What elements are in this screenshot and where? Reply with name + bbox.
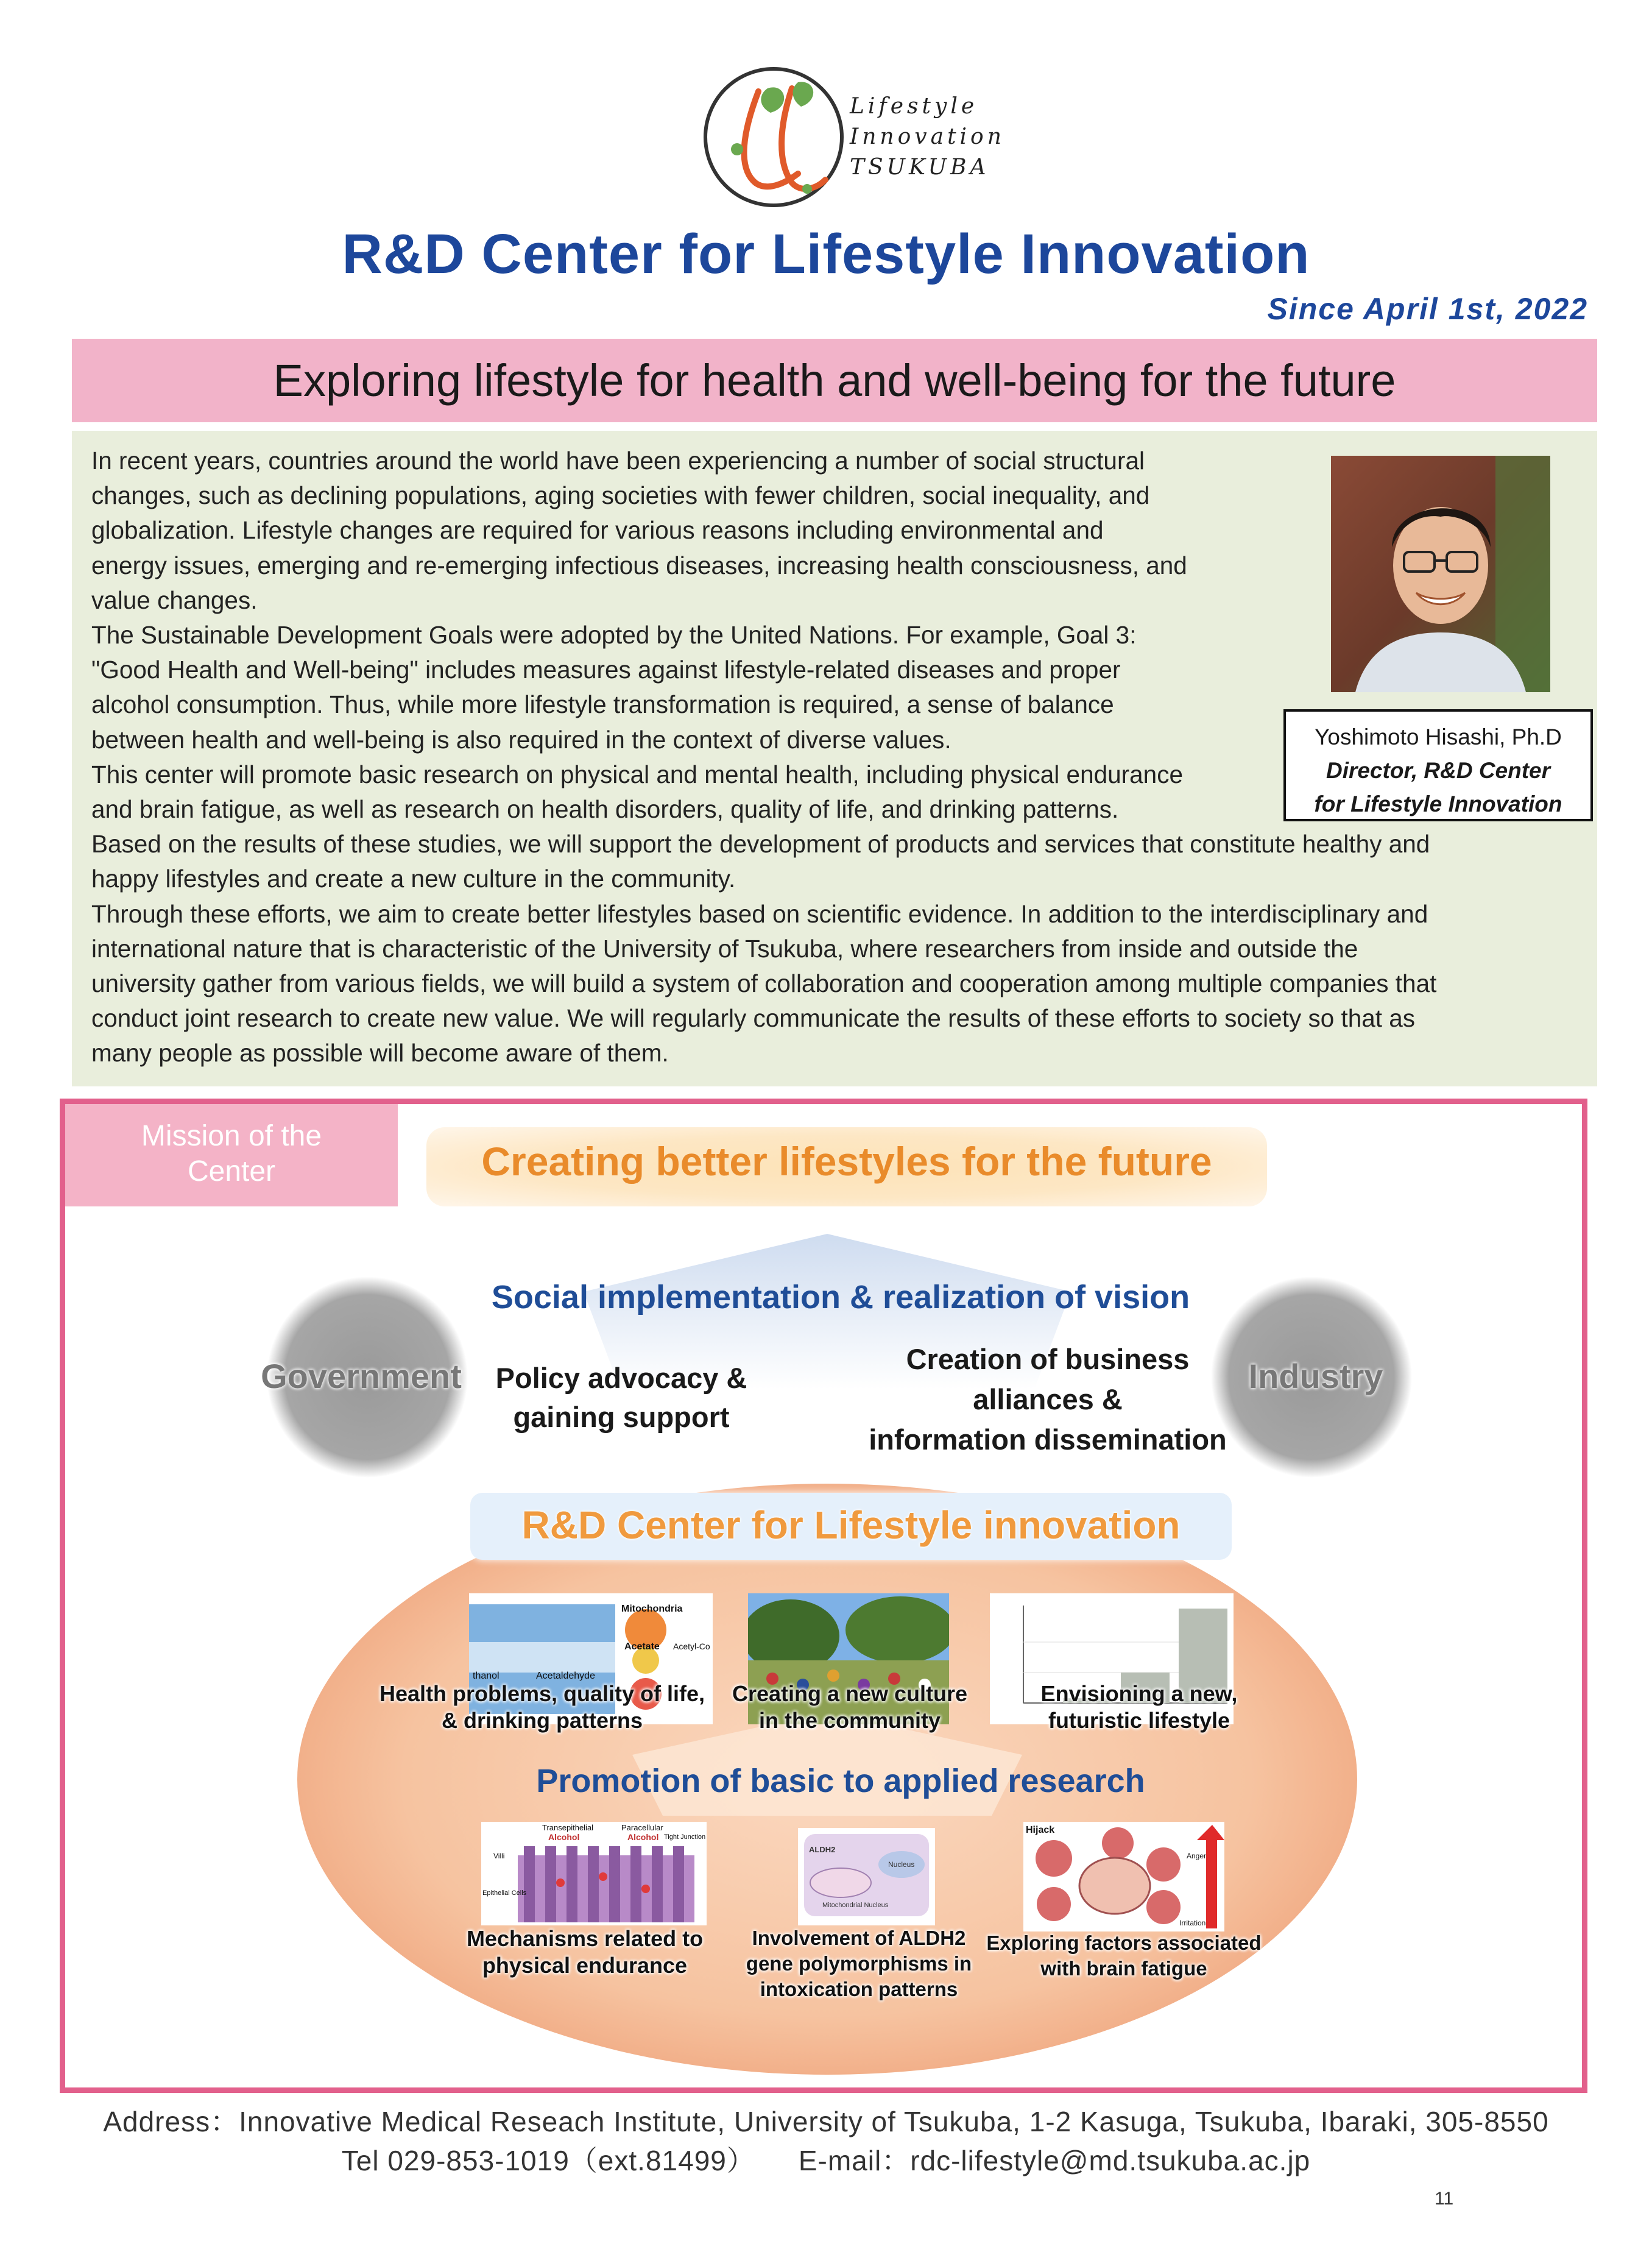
policy-line-1: Policy advocacy & xyxy=(495,1362,747,1394)
business-alliances-text xyxy=(841,1339,1255,1460)
fig-acetate-label: Acetate xyxy=(624,1641,660,1652)
intro-line: international nature that is characteristic of the University of Tsukuba, where researchers from inside and outside the xyxy=(91,934,1358,963)
fig-aldh2-label: ALDH2 xyxy=(809,1845,836,1854)
industry-label: Industry xyxy=(1248,1357,1383,1395)
creation-line-1: Creation of business xyxy=(906,1343,1190,1375)
intro-line: In recent years, countries around the world have been experiencing a number of social structural xyxy=(91,447,1145,475)
fig-alcohol-label-2: Alcohol xyxy=(627,1832,659,1842)
intro-line: globalization. Lifestyle changes are required for various reasons including environmental and xyxy=(91,516,1104,545)
page-title: R&D Center for Lifestyle Innovation xyxy=(342,223,1310,285)
center-name: R&D Center for Lifestyle innovation xyxy=(521,1503,1181,1547)
policy-line-2: gaining support xyxy=(513,1401,730,1433)
social-implementation-heading: Social implementation & realization of vision xyxy=(491,1279,1190,1315)
topic-health-line-2: & drinking patterns xyxy=(441,1708,643,1733)
logo-line-3: TSUKUBA xyxy=(850,155,990,180)
topic-culture-line-1: Creating a new culture xyxy=(732,1681,968,1706)
fig-para-label: Paracellular xyxy=(621,1823,663,1832)
intro-line: Based on the results of these studies, we will support the development of products and services that constitute healthy and xyxy=(91,830,1430,859)
intro-line: This center will promote basic research on physical and mental health, including physical endurance xyxy=(91,760,1183,788)
director-title-2: for Lifestyle Innovation xyxy=(1314,791,1562,816)
logo-line-1: Lifestyle xyxy=(850,94,978,119)
topic-health-line-1: Health problems, quality of life, xyxy=(379,1681,705,1706)
director-caption xyxy=(1283,709,1593,821)
director-photo xyxy=(1331,456,1550,692)
fig-epithelial-label: Epithelial Cells xyxy=(482,1889,527,1897)
fig-anger-label: Anger xyxy=(1187,1852,1207,1860)
mission-label-line-1: Mission of the xyxy=(141,1120,322,1152)
tagline-text: Exploring lifestyle for health and well-being for the future xyxy=(273,355,1396,406)
address: Address：Innovative Medical Reseach Institute, University of Tsukuba, 1-2 Kasuga, Tsukuba, Ibaraki, 305-8550 xyxy=(103,2106,1549,2137)
creation-line-3: information dissemination xyxy=(869,1423,1227,1456)
page-number: 11 xyxy=(1435,2189,1454,2209)
research-aldh2-line-2: gene polymorphisms in xyxy=(746,1952,972,1975)
contact-line: Tel 029-853-1019（ext.81499） E-mail：rdc-lifestyle@md.tsukuba.ac.jp xyxy=(341,2145,1311,2176)
fig-ethanol-label: thanol xyxy=(473,1671,499,1681)
logo-wordmark xyxy=(850,91,1008,183)
intro-line: happy lifestyles and create a new culture in the community. xyxy=(91,865,736,893)
research-endurance-line-1: Mechanisms related to xyxy=(466,1926,704,1951)
policy-advocacy-text xyxy=(463,1359,780,1437)
topic-culture-line-2: in the community xyxy=(758,1708,941,1733)
fig-mito-nucleus-label: Mitochondrial Nucleus xyxy=(822,1902,889,1909)
intro-line: changes, such as declining populations, aging societies with fewer children, social inequality, and xyxy=(91,481,1150,510)
fig-trans-label: Transepithelial xyxy=(542,1823,594,1832)
intro-line: Through these efforts, we aim to create better lifestyles based on scientific evidence. In addition to the interdisciplinary and xyxy=(91,899,1428,928)
topic-lifestyle-line-2: futuristic lifestyle xyxy=(1048,1708,1230,1733)
fig-tight-label: Tight Junction xyxy=(664,1833,706,1841)
intro-line: "Good Health and Well-being" includes measures against lifestyle-related diseases and proper xyxy=(91,656,1121,684)
fig-villi-label: Villi xyxy=(493,1852,505,1860)
intro-line: alcohol consumption. Thus, while more lifestyle transformation is required, a sense of balance xyxy=(91,690,1114,719)
intro-line: and brain fatigue, as well as research on health disorders, quality of life, and drinking patterns. xyxy=(91,795,1119,824)
research-aldh2-line-1: Involvement of ALDH2 xyxy=(752,1927,966,1949)
research-label-aldh2 xyxy=(731,1925,987,2002)
intro-line: conduct joint research to create new value. We will regularly communicate the results of these efforts to society so that as xyxy=(91,1004,1416,1033)
research-brain-line-1: Exploring factors associated xyxy=(986,1931,1262,1954)
intro-line: many people as possible will become aware of them. xyxy=(91,1039,669,1067)
research-label-brain xyxy=(981,1930,1267,1981)
since-date: Since April 1st, 2022 xyxy=(1267,292,1588,326)
intro-line: The Sustainable Development Goals were adopted by the United Nations. For example, Goal 3: xyxy=(91,621,1137,650)
creation-line-2: alliances & xyxy=(973,1383,1123,1415)
intro-line: between health and well-being is also required in the context of diverse values. xyxy=(91,725,951,754)
fig-irritation-label: Irritation xyxy=(1179,1919,1206,1927)
topic-label-lifestyle xyxy=(1011,1680,1267,1734)
fig-acetaldehyde-label: Acetaldehyde xyxy=(536,1671,595,1681)
promotion-heading: Promotion of basic to applied research xyxy=(536,1763,1145,1799)
tagline-banner xyxy=(72,339,1597,422)
mission-label xyxy=(65,1104,398,1206)
intro-line: energy issues, emerging and re-emerging infectious diseases, increasing health consciousness, and xyxy=(91,551,1187,579)
fig-acetyl-label: Acetyl-Co xyxy=(673,1641,710,1651)
aldh2-figure xyxy=(798,1828,935,1925)
intestinal-epithelium-figure xyxy=(481,1822,707,1925)
logo-line-2: Innovation xyxy=(850,124,1005,149)
government-label: Government xyxy=(261,1357,462,1395)
research-aldh2-line-3: intoxication patterns xyxy=(760,1978,958,2000)
fig-alcohol-label-1: Alcohol xyxy=(548,1832,580,1842)
intro-line: value changes. xyxy=(91,586,258,614)
research-label-endurance xyxy=(445,1925,725,1979)
research-endurance-line-2: physical endurance xyxy=(482,1953,688,1978)
mission-label-line-2: Center xyxy=(187,1155,276,1188)
mission-headline: Creating better lifestyles for the future xyxy=(481,1139,1212,1184)
fig-nucleus-label: Nucleus xyxy=(888,1860,915,1869)
topic-label-health xyxy=(365,1680,719,1734)
topic-lifestyle-line-1: Envisioning a new, xyxy=(1040,1681,1238,1706)
intro-line: university gather from various fields, we will build a system of collaboration and cooperation among multiple companies that xyxy=(91,969,1437,998)
research-brain-line-2: with brain fatigue xyxy=(1040,1957,1207,1980)
fig-hijack-label: Hijack xyxy=(1026,1825,1055,1835)
topic-label-culture xyxy=(719,1680,981,1734)
brain-fatigue-figure xyxy=(1023,1822,1224,1931)
fig-mito-label: Mitochondria xyxy=(621,1604,683,1614)
director-title-1: Director, R&D Center xyxy=(1325,758,1551,783)
director-name: Yoshimoto Hisashi, Ph.D xyxy=(1315,724,1562,749)
